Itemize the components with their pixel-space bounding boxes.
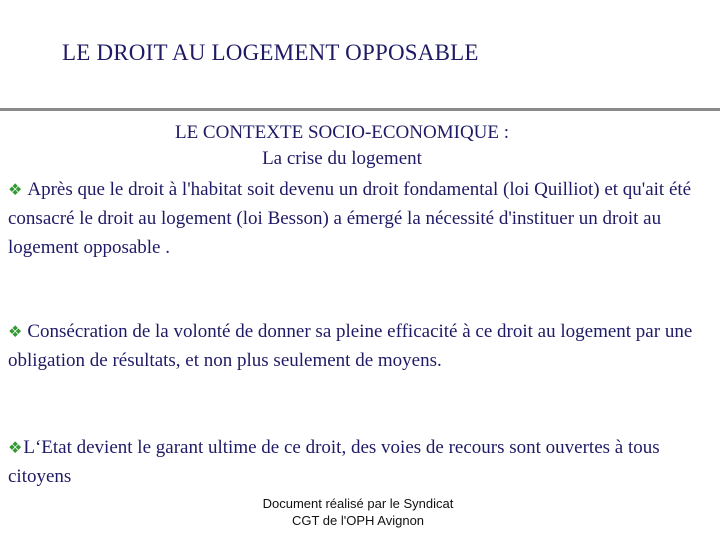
bullet-text-3: L‘Etat devient le garant ultime de ce droit, des voies de recours sont ouvertes à tous citoyens [8, 437, 660, 487]
title-divider [0, 108, 720, 111]
diamond-bullet-icon: ❖ [8, 438, 23, 457]
footer-line2: CGT de l'OPH Avignon [291, 513, 425, 528]
footer-credit [228, 495, 488, 529]
bullet-item-1 [8, 175, 714, 262]
bullet-text-2: Consécration de la volonté de donner sa pleine efficacité à ce droit au logement par une obligation de résultats, et non plus seulement de moyens. [8, 321, 693, 371]
bullet-item-2 [8, 317, 714, 375]
context-heading-line2: La crise du logement [262, 148, 422, 169]
diamond-bullet-icon: ❖ [8, 322, 23, 341]
slide-title: LE DROIT AU LOGEMENT OPPOSABLE [62, 40, 479, 65]
bullet-item-3 [8, 433, 714, 491]
bullet-text-1: Après que le droit à l'habitat soit devenu un droit fondamental (loi Quilliot) et qu'ait été consacré le droit au logement (loi Besson) a émergé la nécessité d'instituer un droit au logement opposable . [8, 179, 692, 258]
diamond-bullet-icon: ❖ [8, 180, 23, 199]
footer-line1: Document réalisé par le Syndicat [262, 496, 454, 511]
context-heading-line1: LE CONTEXTE SOCIO-ECONOMIQUE : [174, 122, 510, 143]
context-heading [0, 120, 684, 172]
